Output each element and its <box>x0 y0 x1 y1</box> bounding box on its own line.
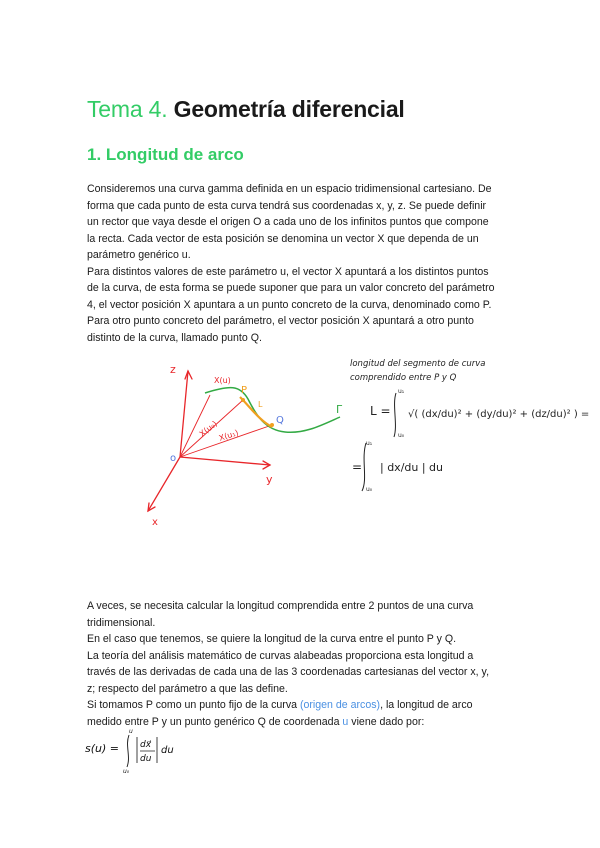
origin-label: o <box>170 453 177 464</box>
eq1-lower-limit: u₀ <box>398 432 405 439</box>
eq2-upper-limit: u₁ <box>366 440 373 447</box>
formula-integral-sign <box>127 735 129 767</box>
formula-denominator: du <box>140 754 152 764</box>
body-line: z; respecto del parámetro a que las define. <box>87 682 288 695</box>
eq2-integrand: | dx/du | du <box>380 461 444 474</box>
eq2-lhs: = <box>352 460 363 474</box>
axis-x-label: x <box>152 517 158 528</box>
formula-lhs: s(u) = <box>85 742 119 755</box>
point-q-label: Q <box>276 415 284 426</box>
intro-line: un rector que vaya desde el origen O a cada uno de los infinitos puntos que compone <box>87 216 489 228</box>
curve-gamma-label: Γ <box>336 403 343 416</box>
x-axis <box>148 457 180 511</box>
coordinate-u-term: u <box>342 715 349 728</box>
y-axis <box>180 457 270 465</box>
eq1-upper-limit: u₁ <box>398 388 405 395</box>
note-line-1: longitud del segmento de curva <box>350 359 486 369</box>
eq1-integral-sign <box>394 393 396 437</box>
body-line <box>87 697 527 714</box>
body-text: Si tomamos P como un punto fijo de la curva <box>87 699 300 711</box>
body-text: , la longitud de arco <box>380 699 473 711</box>
point-l-label: L <box>258 400 263 409</box>
vector-u1-label: X(u₁) <box>217 428 240 443</box>
body-text: medido entre P y un punto genérico Q de coordenada <box>87 715 343 728</box>
body-text: viene dado por: <box>348 715 425 728</box>
title-main: Geometría diferencial <box>173 96 405 122</box>
page-title <box>87 96 405 123</box>
intro-line: distinto de la curva, llamado punto Q. <box>87 331 262 344</box>
intro-line: 4, el vector posición X apuntara a un punto concreto de la curva, denominado como P. <box>87 298 492 311</box>
body-line: A veces, se necesita calcular la longitud comprendida entre 2 puntos de una curva <box>87 600 474 612</box>
section-heading: 1. Longitud de arco <box>87 145 244 164</box>
arc-origin-term: (origen de arcos) <box>299 699 381 711</box>
z-axis <box>180 371 188 457</box>
curve-figure <box>140 355 590 535</box>
intro-paragraph <box>87 181 527 346</box>
axis-z-label: z <box>170 363 176 376</box>
intro-line: forma que cada punto de esta curva tendrá sus coordenadas x, y, z. Se puede definir <box>87 199 487 212</box>
axis-y-label: y <box>266 473 273 486</box>
intro-line: parámetro genérico u. <box>87 249 191 261</box>
vector-u-label: X(u) <box>214 376 231 385</box>
body-line: En el caso que tenemos, se quiere la longitud de la curva entre el punto P y Q. <box>87 633 457 645</box>
intro-line: Consideremos una curva gamma definida en un espacio tridimensional cartesiano. De <box>87 183 492 195</box>
eq1-integrand: √( (dx/du)² + (dy/du)² + (dz/du)² ) = <box>408 409 590 420</box>
formula-upper-limit: u <box>129 728 133 735</box>
point-q-marker <box>270 423 274 427</box>
formula-differential: du <box>161 745 174 756</box>
intro-line: Para distintos valores de este parámetro u, el vector X apuntará a los distintos puntos <box>87 265 489 278</box>
intro-line: de la curva, de esta forma se puede suponer que para un valor concreto del parámetro <box>87 282 495 294</box>
point-p-marker <box>241 398 245 402</box>
title-prefix: Tema 4. <box>87 96 168 122</box>
intro-line: la recta. Cada vector de esta posición se denomina un vector X que dependa de un <box>87 232 479 245</box>
note-line-2: comprendido entre P y Q <box>350 373 457 383</box>
body-line: tridimensional. <box>87 616 156 629</box>
arc-length-formula <box>85 725 205 775</box>
eq1-lhs: L = <box>370 404 391 418</box>
eq2-integral-sign <box>362 443 366 491</box>
body-paragraph-2 <box>87 598 527 730</box>
body-line: través de las derivadas de cada una de las 3 coordenadas cartesianas del vector x, y, <box>87 666 490 678</box>
formula-numerator: dx⃗ <box>140 740 152 750</box>
intro-line: Para otro punto concreto del parámetro, el vector posición X apuntará a otro punto <box>87 315 474 327</box>
body-line: La teoría del análisis matemático de curvas alabeadas proporciona esta longitud a <box>87 649 474 662</box>
vector-u0-label: X(u₀) <box>197 419 219 439</box>
point-p-label: P <box>241 385 248 396</box>
eq2-lower-limit: u₀ <box>366 486 373 493</box>
z-axis-arrow <box>185 371 192 379</box>
formula-lower-limit: u₀ <box>123 768 130 775</box>
